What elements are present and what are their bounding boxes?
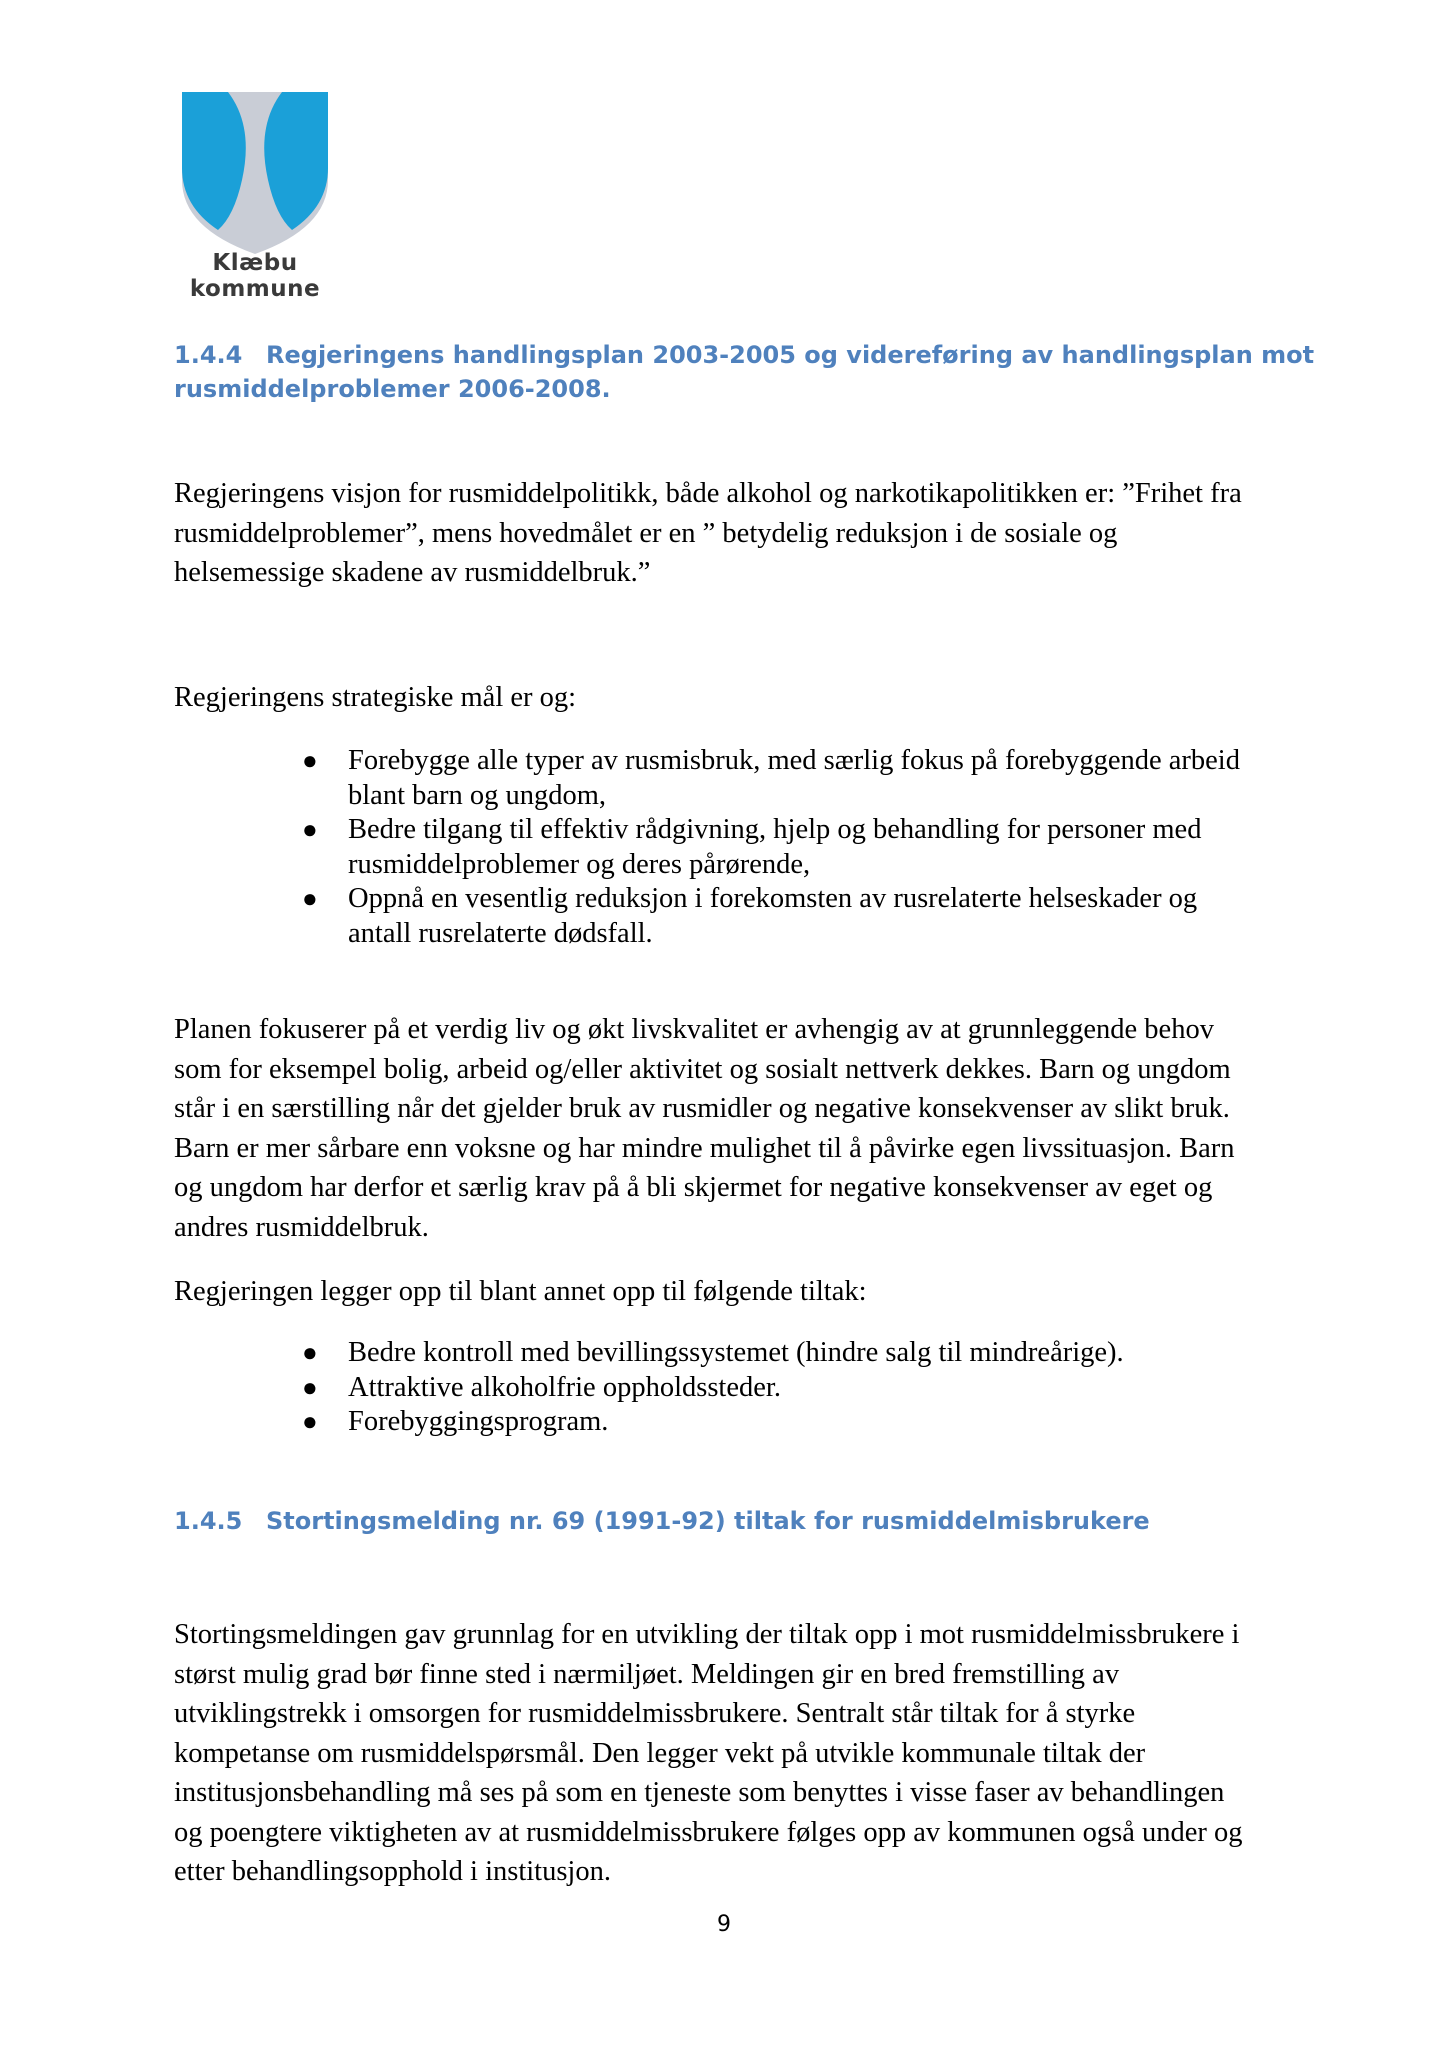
- page-number: 9: [717, 1912, 731, 1937]
- bullet-icon: ●: [302, 1407, 318, 1436]
- text-line: står i en særstilling når det gjelder bruk av rusmidler og negative konsekvenser av slikt bruk.: [174, 1093, 1230, 1124]
- logo-text-line2: kommune: [189, 276, 321, 302]
- measures-list: [174, 1336, 1294, 1440]
- klaebu-kommune-logo: [176, 88, 334, 306]
- list-item-line: rusmiddelproblemer og deres pårørende,: [348, 848, 811, 880]
- list-item-line: blant barn og ungdom,: [348, 779, 607, 811]
- list-item: [174, 813, 1294, 882]
- list-item-line: Bedre tilgang til effektiv rådgivning, hjelp og behandling for personer med: [348, 814, 1202, 845]
- strategic-goals-list: [174, 744, 1294, 951]
- bullet-icon: ●: [302, 1372, 318, 1402]
- heading-line1: [174, 338, 1314, 372]
- list-item-line: Oppnå en vesentlig reduksjon i forekomsten av rusrelaterte helseskader og: [348, 883, 1198, 914]
- text-line: institusjonsbehandling må ses på som en tjeneste som benyttes i visse faser av behandlingen: [174, 1777, 1225, 1808]
- list-item-line: Forebyggingsprogram.: [348, 1406, 609, 1437]
- text-line: etter behandlingsopphold i institusjon.: [174, 1856, 611, 1887]
- text-line: som for eksempel bolig, arbeid og/eller aktivitet og sosialt nettverk dekkes. Barn og ungdom: [174, 1053, 1231, 1085]
- text-line: helsemessige skadene av rusmiddelbruk.”: [174, 557, 651, 588]
- paragraph-vision: [174, 474, 1294, 593]
- text-line: størst mulig grad bør finne sted i nærmiljøet. Meldingen gir en bred fremstilling av: [174, 1658, 1120, 1690]
- text-line: og poengtere viktigheten av at rusmiddelmissbrukere følges opp av kommunen også under og: [174, 1816, 1243, 1848]
- text-line: rusmiddelproblemer”, mens hovedmålet er en ” betydelig reduksjon i de sosiale og: [174, 517, 1118, 549]
- bullet-icon: ●: [302, 746, 318, 775]
- list-item: [174, 744, 1294, 813]
- section-title-line1: Regjeringens handlingsplan 2003-2005 og videreføring av handlingsplan mot: [266, 341, 1315, 369]
- text-line: kompetanse om rusmiddelspørsmål. Den legger vekt på utvikle kommunale tiltak der: [174, 1737, 1146, 1769]
- paragraph-measures: Regjeringen legger opp til blant annet opp til følgende tiltak:: [174, 1276, 867, 1307]
- text-line: Stortingsmeldingen gav grunnlag for en utvikling der tiltak opp i mot rusmiddelmissbrukere i: [174, 1619, 1240, 1650]
- paragraph-storting-report: [174, 1615, 1294, 1892]
- list-item: [174, 1371, 1294, 1406]
- section-number: 1.4.4: [174, 341, 243, 369]
- bullet-icon: ●: [302, 815, 318, 844]
- text-line: og ungdom har derfor et særlig krav på å bli skjermet for negative konsekvenser av eget og: [174, 1172, 1213, 1203]
- coat-of-arms-icon: [176, 88, 334, 258]
- list-item-line: antall rusrelaterte dødsfall.: [348, 917, 653, 949]
- text-line: Barn er mer sårbare enn voksne og har mindre mulighet til å påvirke egen livssituasjon. Barn: [174, 1132, 1235, 1164]
- logo-text-line1: Klæbu: [212, 250, 298, 276]
- section-number: 1.4.5: [174, 1507, 243, 1535]
- bullet-icon: ●: [302, 1338, 318, 1367]
- section-title-line2: rusmiddelproblemer 2006-2008.: [174, 375, 611, 403]
- list-item-line: Forebygge alle typer av rusmisbruk, med særlig fokus på forebyggende arbeid: [348, 745, 1240, 776]
- list-item: [174, 882, 1294, 951]
- section-heading-1-4-4: [174, 338, 1314, 406]
- text-line: utviklingstrekk i omsorgen for rusmiddelmissbrukere. Sentralt står tiltak for å styrke: [174, 1698, 1136, 1729]
- list-item-line: Attraktive alkoholfrie oppholdssteder.: [348, 1371, 781, 1403]
- text-line: Planen fokuserer på et verdig liv og økt livskvalitet er avhengig av at grunnleggende behov: [174, 1014, 1214, 1045]
- paragraph-plan-focus: [174, 1010, 1294, 1247]
- list-item: [174, 1336, 1294, 1371]
- section-title: Stortingsmelding nr. 69 (1991-92) tiltak for rusmiddelmisbrukere: [266, 1507, 1150, 1535]
- text-line: andres rusmiddelbruk.: [174, 1211, 429, 1243]
- list-item-line: Bedre kontroll med bevillingssystemet (hindre salg til mindreårige).: [348, 1337, 1124, 1368]
- paragraph-strategic-goals: Regjeringens strategiske mål er og:: [174, 682, 577, 713]
- bullet-icon: ●: [302, 884, 318, 913]
- section-heading-1-4-5: [174, 1504, 1150, 1538]
- text-line: Regjeringens visjon for rusmiddelpolitikk, både alkohol og narkotikapolitikken er: ”Frihet fra: [174, 478, 1242, 509]
- list-item: [174, 1405, 1294, 1440]
